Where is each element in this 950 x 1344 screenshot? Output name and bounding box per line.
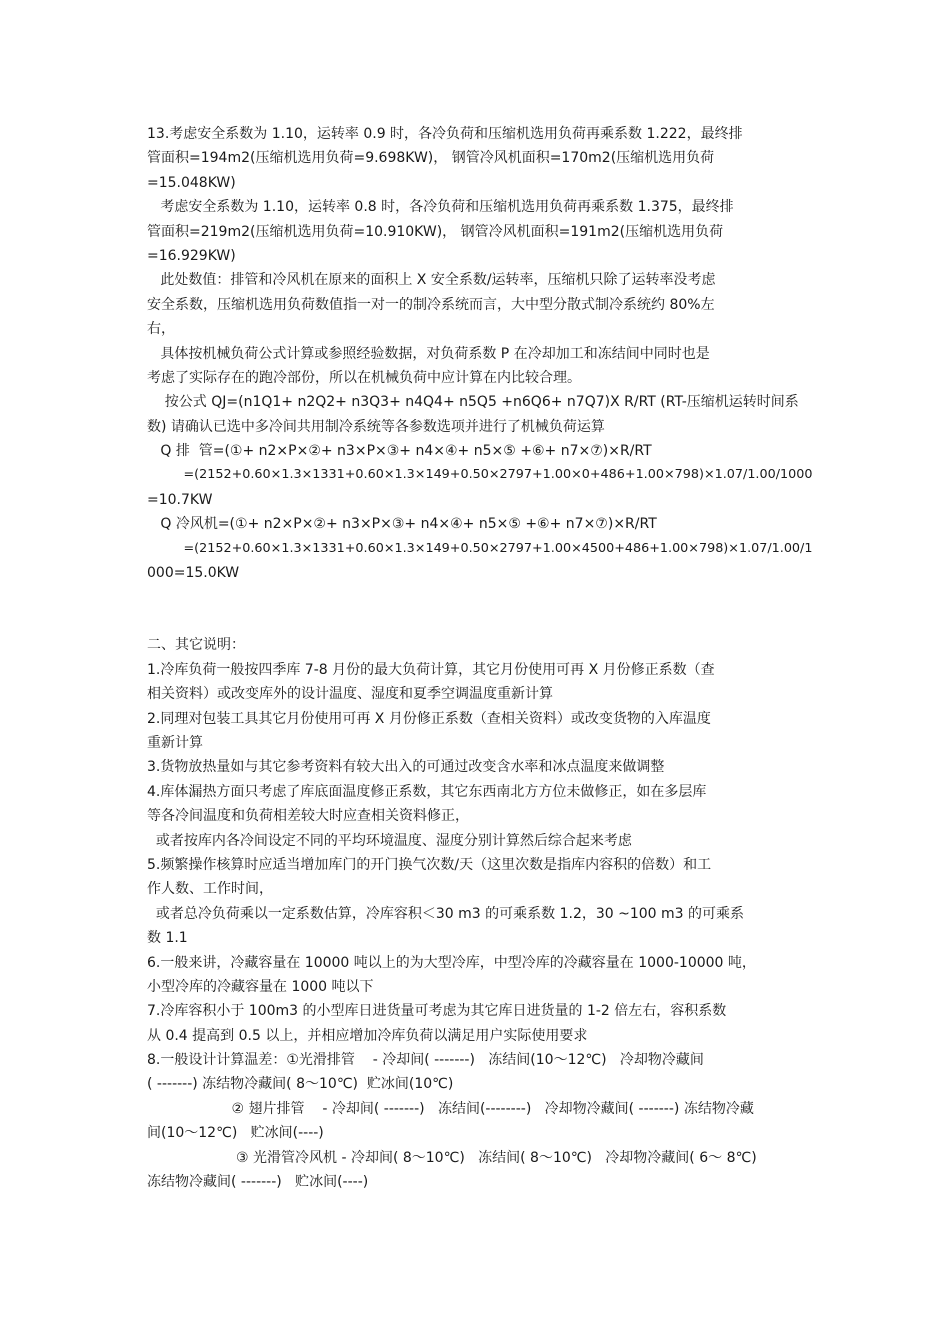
text-line: 此处数值：排管和冷风机在原来的面积上 X 安全系数/运转率，压缩机只除了运转率没考虑 — [147, 272, 716, 289]
formula-result: =10.7KW — [147, 491, 213, 508]
text-line: 7.冷库容积小于 100m3 的小型库日进货量可考虑为其它库日进货量的 1-2 倍左右，容积系数 — [147, 1003, 727, 1020]
text-line: 作人数、工作时间， — [147, 881, 273, 898]
text-line: 管面积=219m2(压缩机选用负荷=10.910KW)， 钢管冷风机面积=191m2(压缩机选用负荷 — [147, 223, 724, 240]
text-line: 右， — [147, 321, 175, 338]
text-line: 考虑安全系数为 1.10，运转率 0.8 时，各冷负荷和压缩机选用负荷再乘系数 1.375，最终排 — [147, 199, 734, 216]
text-line: 8.一般设计计算温差：①光滑排管 - 冷却间( -------) 冻结间(10～12℃) 冷却物冷藏间 — [147, 1052, 704, 1069]
formula-result: 000=15.0KW — [147, 565, 240, 582]
text-line: 重新计算 — [147, 734, 203, 751]
formula-line: Q 冷风机=(①+ n2×P×②+ n3×P×③+ n4×④+ n5×⑤ +⑥+ n7×⑦)×R/RT — [147, 516, 657, 533]
text-line: 13.考虑安全系数为 1.10，运转率 0.9 时，各冷负荷和压缩机选用负荷再乘系数 1.222，最终排 — [147, 126, 743, 142]
text-line: ③ 光滑管冷风机 - 冷却间( 8～10℃) 冻结间( 8～10℃) 冷却物冷藏间( 6～ 8℃) — [147, 1149, 757, 1166]
document-page — [147, 122, 812, 1194]
text-line: 6.一般来讲，冷藏容量在 10000 吨以上的为大型冷库，中型冷库的冷藏容量在 1000-10000 吨， — [147, 954, 756, 971]
formula-line: Q 排 管=(①+ n2×P×②+ n3×P×③+ n4×④+ n5×⑤ +⑥+ n7×⑦)×R/RT — [147, 443, 652, 460]
section-heading: 二、其它说明： — [147, 637, 245, 654]
text-line: 4.库体漏热方面只考虑了库底面温度修正系数，其它东西南北方方位未做修正，如在多层库 — [147, 783, 707, 800]
text-line: 冻结物冷藏间( -------) 贮冰间(----) — [147, 1174, 369, 1191]
formula-line: =(2152+0.60×1.3×1331+0.60×1.3×149+0.50×2797+1.00×0+486+1.00×798)×1.07/1.00/1000 — [147, 467, 813, 483]
text-line: 或者按库内各冷间设定不同的平均环境温度、湿度分别计算然后综合起来考虑 — [147, 832, 632, 849]
text-line: =16.929KW) — [147, 247, 236, 264]
text-line: ② 翅片排管 - 冷却间( -------) 冻结间(--------) 冷却物冷藏间( -------) 冻结物冷藏 — [147, 1100, 754, 1117]
text-line: 间(10～12℃) 贮冰间(----) — [147, 1125, 324, 1142]
formula-line: =(2152+0.60×1.3×1331+0.60×1.3×149+0.50×2797+1.00×4500+486+1.00×798)×1.07/1.00/1 — [147, 540, 813, 556]
text-line: 具体按机械负荷公式计算或参照经验数据，对负荷系数 P 在冷却加工和冻结间中同时也是 — [147, 345, 710, 362]
text-line: 等各冷间温度和负荷相差较大时应查相关资料修正， — [147, 808, 469, 825]
text-line: 数 1.1 — [147, 930, 188, 947]
section-gap — [147, 585, 812, 633]
text-line: 从 0.4 提高到 0.5 以上，并相应增加冷库负荷以满足用户实际使用要求 — [147, 1027, 588, 1044]
text-line: 相关资料）或改变库外的设计温度、湿度和夏季空调温度重新计算 — [147, 686, 553, 703]
text-line: 5.频繁操作核算时应适当增加库门的开门换气次数/天（这里次数是指库内容积的倍数）和工 — [147, 856, 712, 873]
text-line: 数) 请确认已选中多冷间共用制冷系统等各参数选项并进行了机械负荷运算 — [147, 418, 605, 435]
text-line: =15.048KW) — [147, 174, 236, 191]
section-other-notes — [147, 633, 812, 1194]
text-line: 考虑了实际存在的跑冷部份，所以在机械负荷中应计算在内比较合理。 — [147, 369, 581, 386]
formula-line: 按公式 QJ=(n1Q1+ n2Q2+ n3Q3+ n4Q4+ n5Q5 +n6Q6+ n7Q7)X R/RT (RT-压缩机运转时间系 — [147, 394, 799, 411]
text-line: 3.货物放热量如与其它参考资料有较大出入的可通过改变含水率和冰点温度来做调整 — [147, 759, 665, 776]
section-calculation — [147, 122, 812, 585]
text-line: ( -------) 冻结物冷藏间( 8～10℃) 贮冰间(10℃) — [147, 1076, 454, 1093]
text-line: 2.同理对包装工具其它月份使用可再 X 月份修正系数（查相关资料）或改变货物的入库温度 — [147, 710, 711, 727]
text-line: 或者总冷负荷乘以一定系数估算，冷库容积＜30 m3 的可乘系数 1.2，30 ~100 m3 的可乘系 — [147, 905, 745, 922]
text-line: 1.冷库负荷一般按四季库 7-8 月份的最大负荷计算，其它月份使用可再 X 月份修正系数（查 — [147, 661, 715, 678]
text-line: 小型冷库的冷藏容量在 1000 吨以下 — [147, 978, 374, 995]
text-line: 安全系数，压缩机选用负荷数值指一对一的制冷系统而言，大中型分散式制冷系统约 80%左 — [147, 296, 715, 313]
text-line: 管面积=194m2(压缩机选用负荷=9.698KW)， 钢管冷风机面积=170m2(压缩机选用负荷 — [147, 150, 715, 167]
